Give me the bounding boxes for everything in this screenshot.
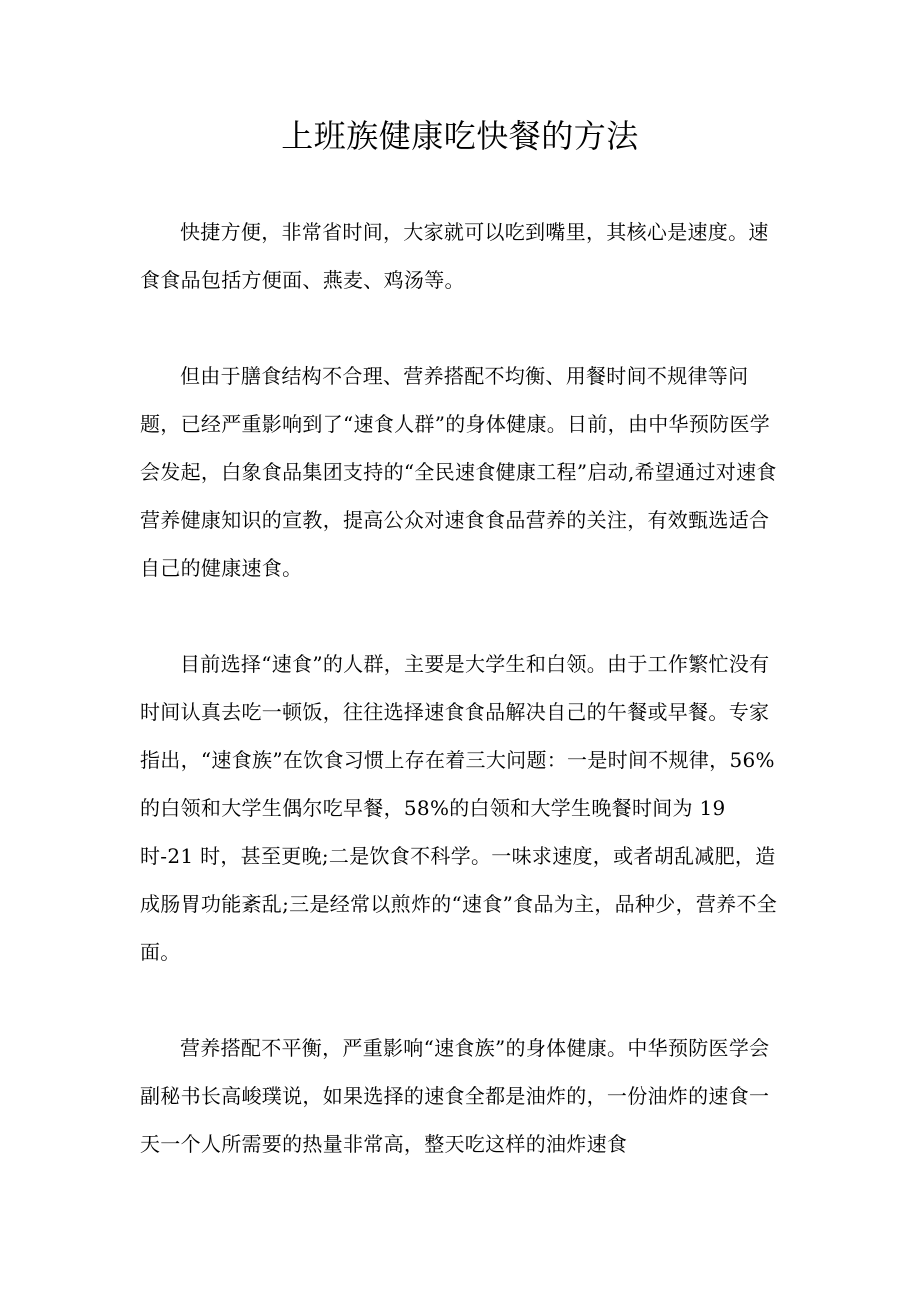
paragraph-3: 目前选择“速食”的人群，主要是大学生和白领。由于工作繁忙没有时间认真去吃一顿饭，往往选择速食食品解决自己的午餐或早餐。专家指出，“速食族”在饮食习惯上存在着三大问题：一是时间不规律，56%的白领和大学生偶尔吃早餐，58%的白领和大学生晚餐时间为 19 时-21 时，甚至更晚;二是饮食不科学。一味求速度，或者胡乱减肥，造成肠胃功能紊乱;三是经常以煎炸的“速食”食品为主，品种少，营养不全面。 — [140, 652, 778, 964]
paragraph-2: 但由于膳食结构不合理、营养搭配不均衡、用餐时间不规律等问题，已经严重影响到了“速食人群”的身体健康。日前，由中华预防医学会发起，白象食品集团支持的“全民速食健康工程”启动,希望通过对速食营养健康知识的宣教，提高公众对速食食品营养的关注，有效甄选适合自己的健康速食。 — [140, 364, 777, 580]
document-body — [140, 208, 780, 1168]
document-title: 上班族健康吃快餐的方法 — [281, 117, 639, 155]
paragraph-4: 营养搭配不平衡，严重影响“速食族”的身体健康。中华预防医学会副秘书长高峻璞说，如果选择的速食全都是油炸的，一份油炸的速食一天一个人所需要的热量非常高，整天吃这样的油炸速食 — [140, 1036, 770, 1156]
paragraph-1: 快捷方便，非常省时间，大家就可以吃到嘴里，其核心是速度。速食食品包括方便面、燕麦、鸡汤等。 — [140, 220, 769, 292]
